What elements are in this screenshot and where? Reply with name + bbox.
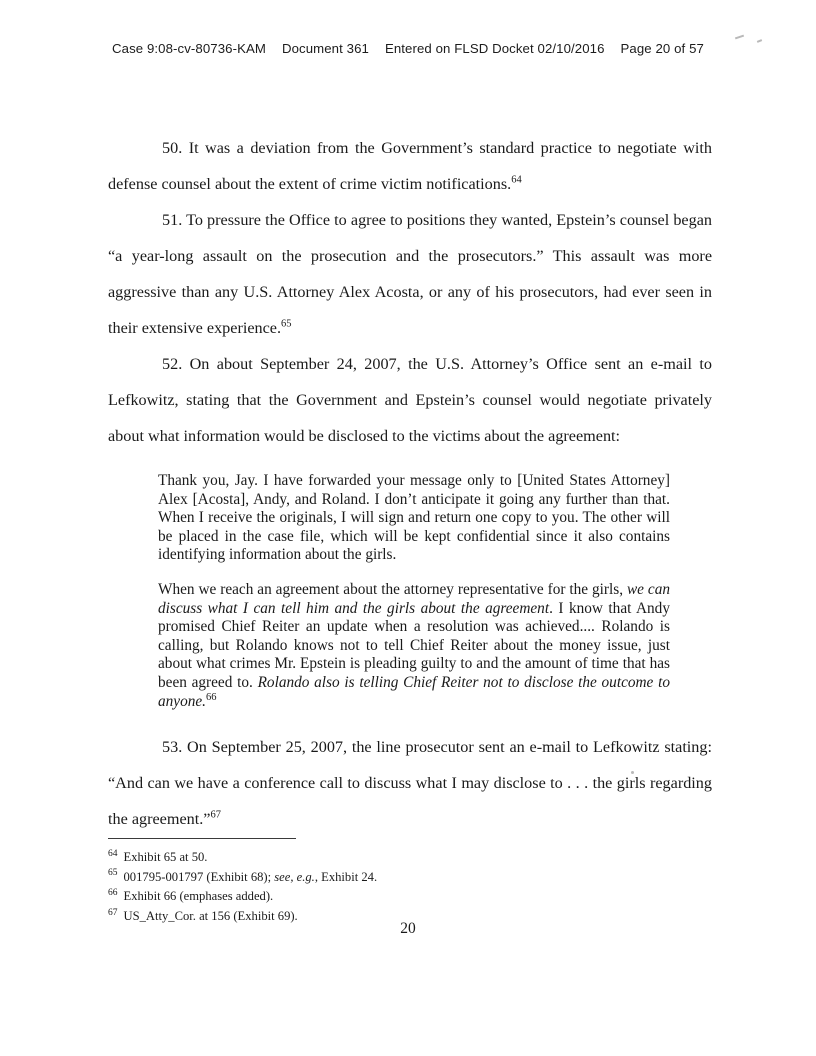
footnote-marker-66: 66 bbox=[206, 691, 217, 703]
paragraph-50-text: 50. It was a deviation from the Government’s standard practice to negotiate with defense counsel about the extent of crime victim notifications. bbox=[108, 139, 712, 193]
footnote-65-text-after: , Exhibit 24. bbox=[314, 869, 378, 884]
blockquote-p2-segment-1: When we reach an agreement about the attorney representative for the girls, bbox=[158, 580, 627, 598]
paragraph-53-text: 53. On September 25, 2007, the line prosecutor sent an e-mail to Lefkowitz stating: “And can we have a conference call to discuss what I may disclose to . . . the girls regarding the agreement.” bbox=[108, 738, 712, 829]
page-footer-number: 20 bbox=[400, 920, 416, 937]
footnote-66 bbox=[108, 887, 708, 907]
document-number: Document 361 bbox=[281, 41, 369, 56]
paragraph-51 bbox=[108, 202, 712, 346]
footnote-65 bbox=[108, 868, 708, 888]
paragraph-52-text: 52. On about September 24, 2007, the U.S. Attorney’s Office sent an e-mail to Lefkowitz, stating that the Government and Epstein’s counsel would negotiate privately about what information would be disclosed to the victims about the agreement: bbox=[108, 355, 712, 445]
footnote-67-number: 67 bbox=[108, 907, 118, 918]
document-body bbox=[108, 130, 712, 837]
blockquote-p2-segment-2: . I know that Andy promised Chief Reiter an update when a resolution was achieved.... Rolando is calling, but Rolando knows not to tell Chief Reiter about the money issue, just about what crimes Mr. Epstein is pleading guilty to and the amount of time that has been agreed to. bbox=[158, 599, 670, 691]
paragraph-51-text: 51. To pressure the Office to agree to positions they wanted, Epstein’s counsel began “a year-long assault on the prosecution and the prosecutors.” This assault was more aggressive than any U.S. Attorney Alex Acosta, or any of his prosecutors, had ever seen in their extensive experience. bbox=[108, 211, 712, 337]
blockquote-p2-italic-1: we can discuss what I can tell him and the girls about the agreement bbox=[158, 580, 671, 617]
case-number: Case 9:08-cv-80736-KAM bbox=[112, 41, 266, 56]
paragraph-50 bbox=[108, 130, 712, 202]
footnote-67-text: US_Atty_Cor. at 156 (Exhibit 69). bbox=[123, 908, 298, 923]
email-blockquote bbox=[158, 472, 670, 711]
footnote-65-text-before: 001795-001797 (Exhibit 68); bbox=[123, 869, 275, 884]
blockquote-p2-italic-2: Rolando also is telling Chief Reiter not to disclose the outcome to anyone. bbox=[158, 673, 670, 710]
footnote-64-number: 64 bbox=[108, 848, 118, 859]
blockquote-paragraph-1: Thank you, Jay. I have forwarded your message only to [United States Attorney] Alex [Acosta], Andy, and Roland. I don’t anticipate it going any further than that. When I receive the originals, I will sign and return one copy to you. The other will be placed in the case file, which will be kept confidential since it also contains identifying information about the girls. bbox=[158, 472, 670, 564]
footnote-66-text: Exhibit 66 (emphases added). bbox=[123, 889, 274, 904]
scan-speck bbox=[735, 35, 744, 40]
paragraph-52 bbox=[108, 346, 712, 454]
footnote-66-number: 66 bbox=[108, 888, 118, 898]
footnote-64 bbox=[108, 848, 708, 868]
paragraph-53 bbox=[108, 729, 712, 837]
blockquote-paragraph-2 bbox=[158, 581, 670, 711]
court-stamp-header bbox=[0, 41, 816, 56]
footnote-marker-65: 65 bbox=[281, 318, 292, 330]
footnote-64-text: Exhibit 65 at 50. bbox=[123, 850, 208, 864]
page-indicator: Page 20 of 57 bbox=[620, 41, 704, 56]
footnote-65-text-italic: see, e.g. bbox=[274, 869, 315, 884]
footnote-marker-64: 64 bbox=[511, 174, 522, 186]
footnote-list bbox=[108, 848, 708, 926]
footnote-marker-67: 67 bbox=[210, 809, 221, 821]
footnote-separator-rule bbox=[108, 838, 296, 839]
footnote-65-number: 65 bbox=[108, 868, 118, 879]
docket-entry: Entered on FLSD Docket 02/10/2016 bbox=[384, 41, 605, 56]
